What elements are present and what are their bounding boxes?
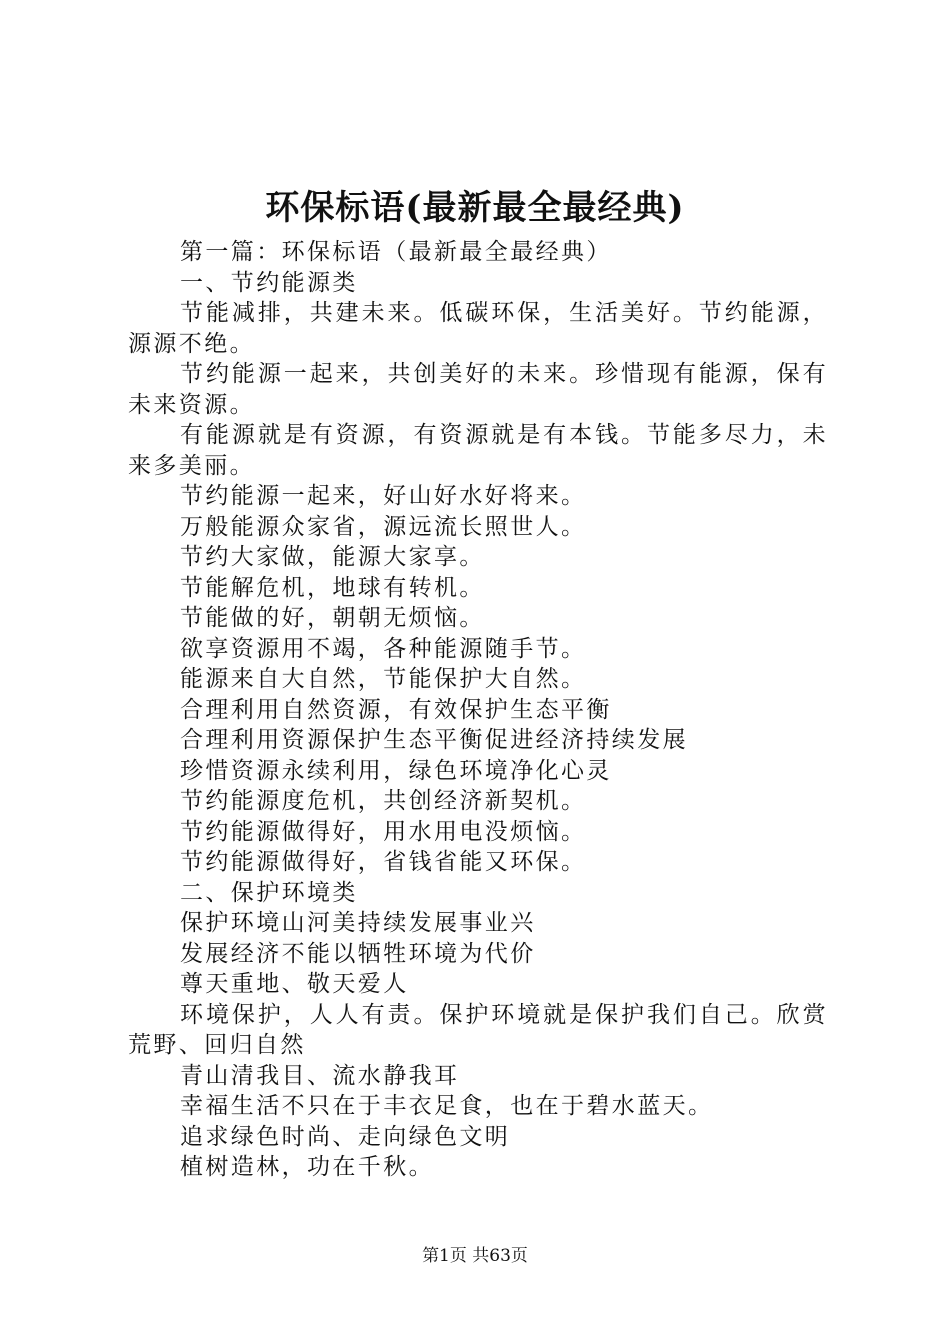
paragraph: 青山清我目、流水静我耳: [180, 1062, 460, 1089]
paragraph: 幸福生活不只在于丰衣足食，也在于碧水蓝天。: [180, 1093, 714, 1119]
document-body: [128, 237, 828, 1183]
paragraph: 能源来自大自然，节能保护大自然。: [180, 666, 587, 692]
paragraph: 节约大家做，能源大家享。: [180, 544, 485, 570]
paragraph: 第一篇：环保标语（最新最全最经典）: [180, 239, 612, 265]
paragraph: 追求绿色时尚、走向绿色文明: [180, 1123, 511, 1150]
paragraph: 万般能源众家省，源远流长照世人。: [180, 513, 587, 540]
paragraph: 植树造林，功在千秋。: [180, 1154, 434, 1180]
paragraph: 欲享资源用不竭，各种能源随手节。: [180, 635, 587, 662]
paragraph: 珍惜资源永续利用，绿色环境净化心灵: [180, 757, 612, 784]
paragraph: 发展经济不能以牺牲环境为代价: [180, 940, 536, 967]
paragraph: 节能解危机，地球有转机。: [180, 574, 485, 601]
page-number-footer: 第1页 共63页: [422, 1246, 528, 1266]
paragraph: 保护环境山河美持续发展事业兴: [180, 910, 536, 936]
section-heading: 二、保护环境类: [180, 879, 358, 906]
document-title: 环保标语(最新最全最经典): [265, 188, 685, 228]
paragraph: 节约能源度危机，共创经济新契机。: [180, 788, 587, 814]
paragraph: 环境保护，人人有责。保护环境就是保护我们自己。欣赏荒野、回归自然: [128, 1001, 828, 1058]
paragraph: 节约能源做得好，省钱省能又环保。: [180, 849, 587, 875]
paragraph: 合理利用资源保护生态平衡促进经济持续发展: [180, 727, 688, 753]
paragraph: 节约能源做得好，用水用电没烦恼。: [180, 818, 587, 845]
paragraph: 节能减排，共建未来。低碳环保，生活美好。节约能源，源源不绝。: [128, 300, 828, 357]
paragraph: 节约能源一起来，共创美好的未来。珍惜现有能源，保有未来资源。: [128, 361, 828, 418]
paragraph: 节能做的好，朝朝无烦恼。: [180, 605, 485, 631]
section-heading: 一、节约能源类: [180, 269, 358, 296]
paragraph: 合理利用自然资源，有效保护生态平衡: [180, 696, 612, 723]
paragraph: 节约能源一起来，好山好水好将来。: [180, 483, 587, 509]
paragraph: 尊天重地、敬天爱人: [180, 971, 409, 997]
paragraph: 有能源就是有资源，有资源就是有本钱。节能多尽力，未来多美丽。: [128, 422, 828, 479]
